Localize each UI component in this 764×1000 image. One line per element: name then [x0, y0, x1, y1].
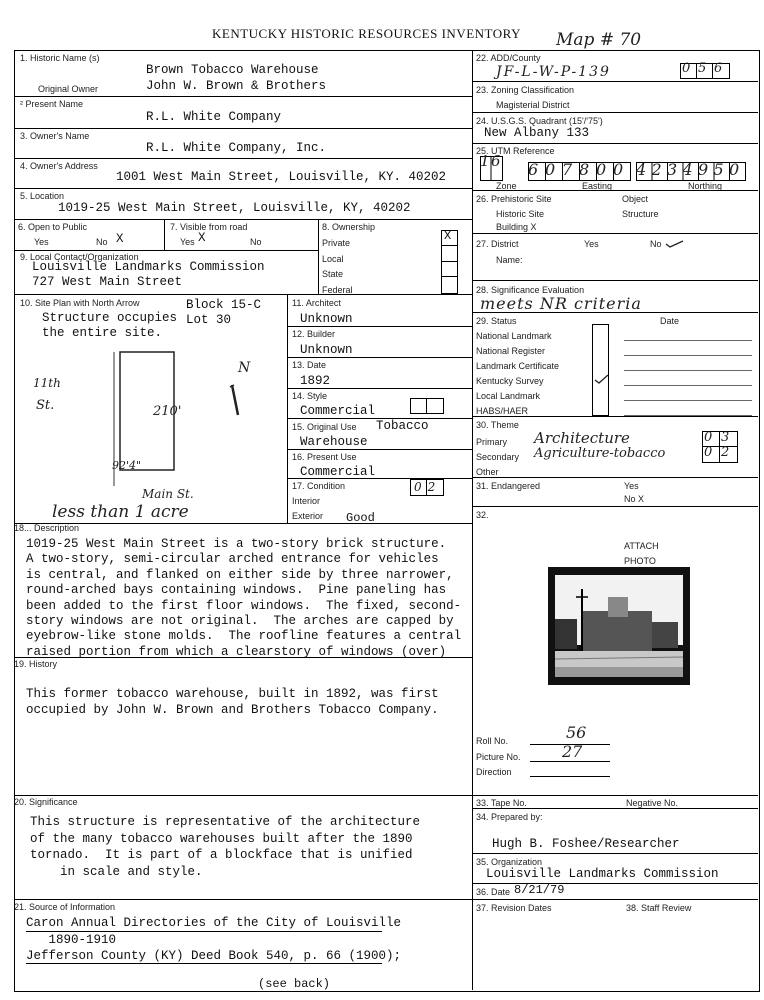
map-note: Map # 70: [556, 30, 642, 50]
prepared-by-value: Hugh B. Foshee/Researcher: [492, 837, 680, 851]
site-plan-label: 10. Site Plan with North Arrow: [20, 298, 140, 308]
visible-from-road-label: 7. Visible from road: [170, 222, 248, 232]
picture-value: 27: [562, 742, 583, 761]
style-code-boxes: [410, 398, 444, 414]
status-date-line: [624, 400, 752, 401]
theme-label: 30. Theme: [476, 420, 519, 430]
district-label: 27. District: [476, 239, 519, 249]
owner-name-value: R.L. White Company, Inc.: [146, 141, 327, 155]
site-plan-block: Block 15-C: [186, 298, 262, 312]
prehistoric-historic: Historic Site: [496, 209, 545, 219]
utm-northing-digit: 4: [636, 160, 647, 179]
prehistoric-building: Building X: [496, 222, 537, 232]
quadrant-value: New Albany 133: [484, 126, 590, 140]
theme-code-digit: 0: [704, 430, 713, 445]
site-plan-lot: Lot 30: [186, 313, 232, 327]
status-label: 29. Status: [476, 316, 517, 326]
utm-northing-digit: 4: [682, 160, 693, 179]
historic-name-label: 1. Historic Name (s): [20, 53, 100, 63]
utm-northing-digit: 3: [667, 160, 678, 179]
utm-northing-digit: 9: [698, 160, 709, 179]
location-value: 1019-25 West Main Street, Louisville, KY, 40202: [58, 201, 411, 215]
description-line: round-arched bays containing windows. Pine paneling has: [26, 583, 447, 598]
quadrant-label: 24. U.S.G.S. Quadrant (15'/'75'): [476, 116, 603, 126]
description-line: 1019-25 West Main Street is a two-story brick structure.: [26, 537, 447, 551]
ownership-private: Private: [322, 238, 351, 248]
utm-easting-label: Easting: [582, 181, 613, 191]
utm-northing-digit: 5: [713, 160, 724, 179]
utm-easting-digit: 8: [579, 160, 590, 179]
prep-date-label: [476, 887, 510, 897]
owner-address-label: 4. Owner's Address: [20, 161, 98, 171]
present-name-label: ² Present Name: [20, 99, 84, 109]
visible-yes: Yes: [180, 237, 195, 247]
utm-easting-digit: 0: [596, 160, 607, 179]
utm-easting-digit: 0: [545, 160, 556, 179]
builder-value: Unknown: [300, 343, 353, 357]
condition-exterior-value: Good: [346, 511, 375, 525]
utm-northing-digit: 0: [729, 160, 740, 179]
date-label: 13. Date: [292, 360, 327, 370]
open-to-public-label: 6. Open to Public: [18, 222, 88, 232]
revision-dates-label: 37. Revision Dates: [476, 903, 552, 913]
significance-line: tornado. It is part of a blockface that is unified: [30, 848, 413, 862]
style-label: 14. Style: [292, 391, 328, 401]
ownership-private-mark: X: [444, 229, 452, 243]
visible-no: No: [250, 237, 262, 247]
photo-section-label: 32.: [476, 510, 489, 520]
present-use-value: Commercial: [300, 465, 376, 479]
builder-label: 12. Builder: [292, 329, 336, 339]
add-county-digit: 6: [714, 61, 723, 76]
architect-value: Unknown: [300, 312, 353, 326]
prehistoric-structure: Structure: [622, 209, 659, 219]
original-use-value1: Tobacco: [376, 419, 429, 433]
attach-label: ATTACH: [624, 541, 659, 551]
status-date-line: [624, 370, 752, 371]
architect-label: 11. Architect: [292, 298, 341, 308]
utm-zone-digit: 6: [491, 152, 501, 170]
description-line: story windows are not original. The arches are capped by: [26, 614, 454, 628]
description-line: A two-story, semi-circular arched entrance for vehicles: [26, 552, 439, 567]
status-checkboxes: [592, 324, 609, 416]
status-date: Date: [660, 316, 680, 326]
description-line: eyebrow-like stone molds. The roofline features a central: [26, 629, 462, 644]
picture-label: Picture No.: [476, 752, 521, 762]
open-no-mark: X: [116, 232, 124, 246]
owner-address-value: 1001 West Main Street, Louisville, KY. 40202: [116, 170, 447, 184]
open-no: No: [96, 237, 108, 247]
utm-zone-label: Zone: [496, 181, 517, 191]
site-plan-north: N: [238, 360, 251, 376]
status-item: Kentucky Survey: [476, 376, 544, 386]
significance-eval-value: meets NR criteria: [480, 294, 642, 313]
roll-label: Roll No.: [476, 736, 509, 746]
site-plan-street-st: St.: [36, 398, 55, 413]
add-county-label: 22. ADD/County: [476, 53, 541, 63]
original-use-value2: Warehouse: [300, 435, 368, 449]
local-contact-line1: Louisville Landmarks Commission: [32, 260, 265, 274]
open-yes: Yes: [34, 237, 49, 247]
significance-label: 20. Significance: [14, 797, 78, 807]
kentucky-survey-check-icon: [594, 373, 610, 385]
history-label: 19. History: [14, 659, 58, 669]
prehistoric-label: 26. Prehistoric Site: [476, 194, 552, 204]
prep-date-label-text: 36. Date: [476, 887, 511, 897]
district-name: Name:: [496, 255, 523, 265]
organization-value: Louisville Landmarks Commission: [486, 867, 719, 881]
original-owner-label: Original Owner: [38, 84, 99, 94]
description-line: raised portion from which a clearstory of windows (over): [26, 644, 447, 659]
theme-other: Other: [476, 467, 499, 477]
district-yes: Yes: [584, 239, 599, 249]
ownership-local: Local: [322, 254, 344, 264]
site-plan-dim-side: 210': [153, 404, 182, 419]
negative-no-label: Negative No.: [626, 798, 679, 808]
local-contact-line2: 727 West Main Street: [32, 275, 183, 289]
theme-primary-value: Architecture: [534, 429, 630, 447]
utm-northing-label: Northing: [688, 181, 723, 191]
theme-code-digit: 0: [704, 445, 713, 460]
status-item: Landmark Certificate: [476, 361, 560, 371]
endangered-label: 31. Endangered: [476, 481, 541, 491]
status-item: National Register: [476, 346, 546, 356]
utm-label: 25. UTM Reference: [476, 146, 555, 156]
theme-secondary-value: Agriculture-tobacco: [534, 446, 666, 461]
site-plan-street-11th: 11th: [33, 376, 61, 390]
ownership-label: 8. Ownership: [322, 222, 376, 232]
prepared-by-label: 34. Prepared by:: [476, 812, 543, 822]
endangered-yes: Yes: [624, 481, 639, 491]
site-plan-dim-front: 92'4": [112, 459, 142, 472]
theme-primary: Primary: [476, 437, 507, 447]
visible-yes-mark: X: [198, 231, 206, 245]
theme-code-digit: 2: [721, 445, 730, 460]
site-plan-note1: Structure occupies: [42, 311, 178, 325]
district-no: No: [650, 239, 662, 249]
present-name-value: R.L. White Company: [146, 110, 282, 124]
utm-easting-digit: 6: [528, 160, 539, 179]
significance-eval-label: 28. Significance Evaluation: [476, 285, 585, 295]
status-date-line: [624, 355, 752, 356]
source-line: 1890-1910: [26, 932, 117, 947]
utm-easting-digit: 7: [562, 160, 573, 179]
theme-secondary: Secondary: [476, 452, 520, 462]
district-no-check-icon: [665, 238, 685, 248]
date-value: 1892: [300, 374, 331, 388]
description-line: is central, and flanked on either side by three narrower,: [26, 567, 454, 582]
attached-photo: [548, 567, 690, 685]
condition-interior: Interior: [292, 496, 321, 506]
description-line: been added to the first floor windows. The fixed, second-: [26, 598, 462, 613]
prehistoric-object: Object: [622, 194, 649, 204]
endangered-no: No X: [624, 494, 645, 504]
style-value: Commercial: [300, 404, 376, 418]
historic-name-value: Brown Tobacco Warehouse: [146, 63, 319, 77]
utm-northing-digit: 2: [651, 160, 662, 179]
theme-code-digit: 3: [721, 430, 730, 445]
prep-date-value: 8/21/79: [514, 883, 565, 897]
status-item: National Landmark: [476, 331, 552, 341]
condition-label: 17. Condition: [292, 481, 346, 491]
add-county-digit: 0: [682, 61, 691, 76]
status-item: HABS/HAER: [476, 406, 529, 416]
present-use-label: 16. Present Use: [292, 452, 357, 462]
photo-label: PHOTO: [624, 556, 656, 566]
see-back-note: (see back): [258, 977, 331, 991]
site-plan-acreage: less than 1 acre: [52, 502, 189, 522]
local-contact-label: 9. Local Contact/Organization: [20, 252, 139, 262]
original-use-label: 15. Original Use: [292, 422, 357, 432]
condition-exterior: Exterior: [292, 511, 324, 521]
significance-line: This structure is representative of the architecture: [30, 815, 421, 829]
status-date-line: [624, 340, 752, 341]
significance-line: of the many tobacco warehouses built after the 1890: [30, 831, 413, 846]
tape-no-label: 33. Tape No.: [476, 798, 527, 808]
roll-value: 56: [566, 723, 587, 742]
original-owner-value: John W. Brown & Brothers: [146, 79, 327, 93]
add-county-digit: 5: [698, 61, 707, 76]
history-line: occupied by John W. Brown and Brothers Tobacco Company.: [26, 703, 439, 717]
form-title: KENTUCKY HISTORIC RESOURCES INVENTORY: [212, 26, 521, 41]
significance-line: in scale and style.: [30, 864, 203, 879]
status-item: Local Landmark: [476, 391, 541, 401]
status-date-line: [624, 385, 752, 386]
sources-label: 21. Source of Information: [14, 902, 116, 912]
source-line: Caron Annual Directories of the City of Louisville: [26, 916, 402, 930]
add-county-value: JF-L-W-P-139: [496, 64, 611, 80]
zoning-value: Magisterial District: [496, 100, 570, 110]
utm-easting-digit: 0: [613, 160, 624, 179]
ownership-state: State: [322, 269, 344, 279]
site-plan-note2: the entire site.: [42, 326, 163, 340]
direction-label: Direction: [476, 767, 512, 777]
condition-code: 02: [414, 480, 442, 494]
location-label: 5. Location: [20, 191, 65, 201]
owner-name-label: 3. Owner's Name: [20, 131, 90, 141]
site-plan-main-st: Main St.: [142, 487, 194, 501]
ownership-federal: Federal: [322, 285, 353, 295]
description-label: 18... Description: [14, 523, 80, 533]
utm-zone-digit: 1: [480, 152, 490, 170]
source-line: Jefferson County (KY) Deed Book 540, p. 66 (1900);: [26, 949, 402, 963]
staff-review-label: 38. Staff Review: [626, 903, 692, 913]
organization-label: 35. Organization: [476, 857, 543, 867]
history-line: This former tobacco warehouse, built in 1892, was first: [26, 687, 439, 701]
zoning-label: 23. Zoning Classification: [476, 85, 575, 95]
